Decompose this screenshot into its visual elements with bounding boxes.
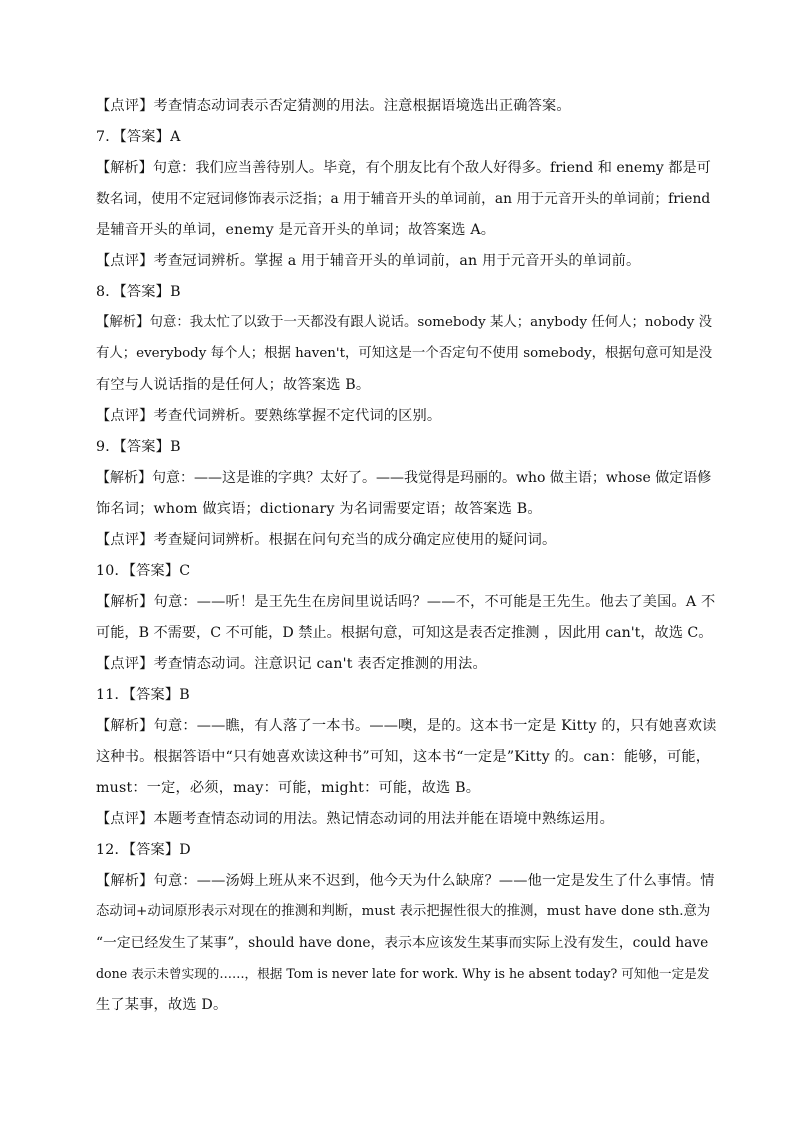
analysis-line-12-1: 【解析】句意：——汤姆上班从来不迟到，他今天为什么缺席？——他一定是发生了什么事情。情 [96,873,715,889]
analysis-line-11-2: 这种书。根据答语中“只有她喜欢读这种书”可知，这本书“一定是”Kitty 的。can：能够，可能， [96,749,711,765]
comment-line-11: 【点评】本题考查情态动词的用法。熟记情态动词的用法并能在语境中熟练运用。 [96,811,614,827]
answer-heading-7: 7．【答案】A [96,129,181,145]
analysis-line-12-4: done 表示未曾实现的……，根据 Tom is never late for work. Why is he absent today? 可知他一定是发 [96,966,710,981]
comment-line-8: 【点评】考查代词辨析。要熟练掌握不定代词的区别。 [96,408,442,424]
comment-line-10: 【点评】考查情态动词。注意识记 can't 表否定推测的用法。 [96,656,487,672]
analysis-line-8-3: 有空与人说话指的是任何人；故答案选 B。 [96,377,371,393]
answer-heading-10: 10．【答案】C [96,563,191,579]
answer-heading-11: 11．【答案】B [96,687,190,703]
analysis-line-12-5: 生了某事，故选 D。 [96,997,228,1013]
comment-line-9: 【点评】考查疑问词辨析。根据在问句充当的成分确定应使用的疑问词。 [96,532,557,548]
analysis-line-9-2: 饰名词；whom 做宾语；dictionary 为名词需要定语；故答案选 B。 [96,501,542,517]
answer-heading-9: 9．【答案】B [96,439,181,455]
answer-heading-12: 12．【答案】D [96,842,191,858]
analysis-line-11-1: 【解析】句意：——瞧，有人落了一本书。——噢，是的。这本书一定是 Kitty 的，只有她喜欢读 [96,718,717,734]
answer-heading-8: 8．【答案】B [96,284,181,300]
analysis-line-7-1: 【解析】句意：我们应当善待别人。毕竟，有个朋友比有个敌人好得多。friend 和 enemy 都是可 [96,160,711,176]
analysis-line-10-2: 可能，B 不需要，C 不可能，D 禁止。根据句意，可知这是表否定推测 ，因此用 can't，故选 C。 [96,625,713,641]
comment-line-7: 【点评】考查冠词辨析。掌握 a 用于辅音开头的单词前，an 用于元音开头的单词前。 [96,253,641,269]
analysis-line-8-1: 【解析】句意：我太忙了以致于一天都没有跟人说话。somebody 某人；anybody 任何人；nobody 没 [96,315,712,330]
analysis-line-7-2: 数名词，使用不定冠词修饰表示泛指；a 用于辅音开头的单词前，an 用于元音开头的单词前；friend [96,191,711,207]
analysis-line-10-1: 【解析】句意：——听！是王先生在房间里说话吗？——不，不可能是王先生。他去了美国。A 不 [96,594,716,610]
comment-line-6: 【点评】考查情态动词表示否定猜测的用法。注意根据语境选出正确答案。 [96,98,571,114]
analysis-line-8-2: 有人；everybody 每个人；根据 haven't，可知这是一个否定句不使用 somebody，根据句意可知是没 [96,346,713,361]
analysis-line-7-3: 是辅音开头的单词，enemy 是元音开头的单词；故答案选 A。 [96,222,496,238]
analysis-line-12-2: 态动词+动词原形表示对现在的推测和判断，must 表示把握性很大的推测，must have done sth.意为 [96,904,711,919]
analysis-line-11-3: must：一定，必须，may：可能，might：可能，故选 B。 [96,780,481,796]
analysis-line-12-3: “一定已经发生了某事”，should have done，表示本应该发生某事而实际上没有发生，could have [96,935,709,951]
analysis-line-9-1: 【解析】句意：——这是谁的字典？太好了。——我觉得是玛丽的。who 做主语；whose 做定语修 [96,470,712,486]
